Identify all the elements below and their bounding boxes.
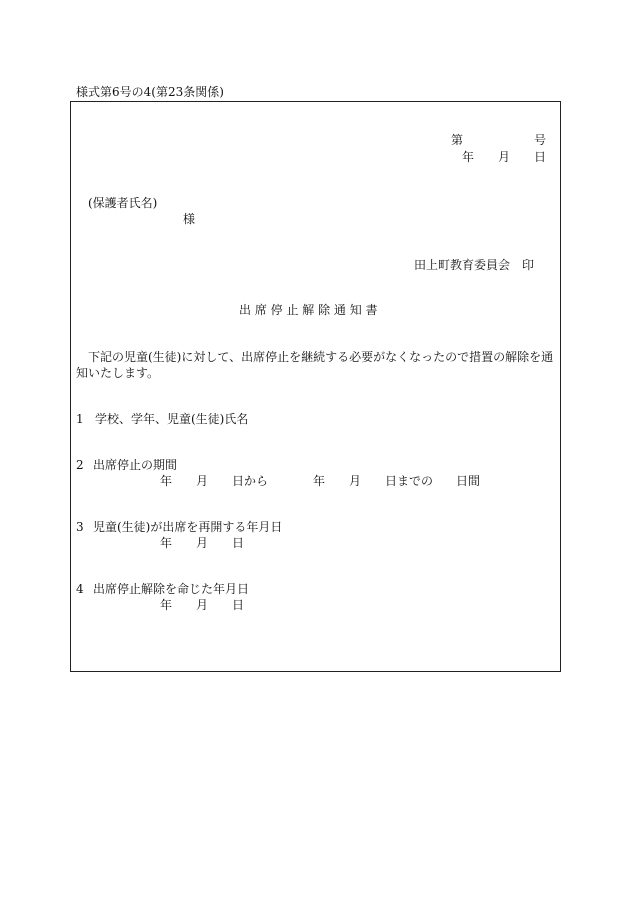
- lift-order-date-day: 日: [232, 598, 245, 612]
- lift-order-date-month: 月: [196, 598, 209, 612]
- period-end-day: 日までの: [385, 474, 434, 488]
- resume-date-month: 月: [196, 536, 209, 550]
- period-end-month: 月: [349, 474, 362, 488]
- period-end-year: 年: [313, 474, 326, 488]
- period-start-month: 月: [196, 474, 209, 488]
- document-number-suffix: 号: [534, 133, 547, 147]
- item-4-number: 4: [76, 582, 84, 596]
- notice-frame: [70, 101, 561, 672]
- item-2-label: 出席停止の期間: [93, 458, 178, 472]
- item-2-number: 2: [76, 458, 84, 472]
- item-1-label: 学校、学年、児童(生徒)氏名: [95, 412, 249, 426]
- form-number-label: 様式第6号の4(第23条関係): [76, 85, 224, 99]
- honorific-sama: 様: [183, 212, 196, 226]
- lift-order-date-year: 年: [160, 598, 173, 612]
- period-start-day: 日から: [232, 474, 269, 488]
- resume-date-year: 年: [160, 536, 173, 550]
- body-text-line-2: 知いたします。: [76, 366, 160, 380]
- issue-date-day: 日: [534, 150, 547, 164]
- resume-date-day: 日: [232, 536, 245, 550]
- issuer-name: 田上町教育委員会 印: [414, 258, 535, 272]
- issue-date-year: 年: [462, 150, 475, 164]
- item-4-label: 出席停止解除を命じた年月日: [93, 582, 250, 596]
- item-3-label: 児童(生徒)が出席を再開する年月日: [93, 520, 283, 534]
- document-title: 出 席 停 止 解 除 通 知 書: [239, 303, 378, 317]
- period-start-year: 年: [160, 474, 173, 488]
- body-text-line-1: 下記の児童(生徒)に対して、出席停止を継続する必要がなくなったので措置の解除を通: [88, 350, 554, 364]
- issue-date-month: 月: [498, 150, 511, 164]
- item-1-number: 1: [76, 412, 84, 426]
- period-days: 日間: [456, 474, 481, 488]
- guardian-name-label: (保護者氏名): [88, 196, 158, 210]
- document-number-prefix: 第: [451, 133, 464, 147]
- item-3-number: 3: [76, 520, 84, 534]
